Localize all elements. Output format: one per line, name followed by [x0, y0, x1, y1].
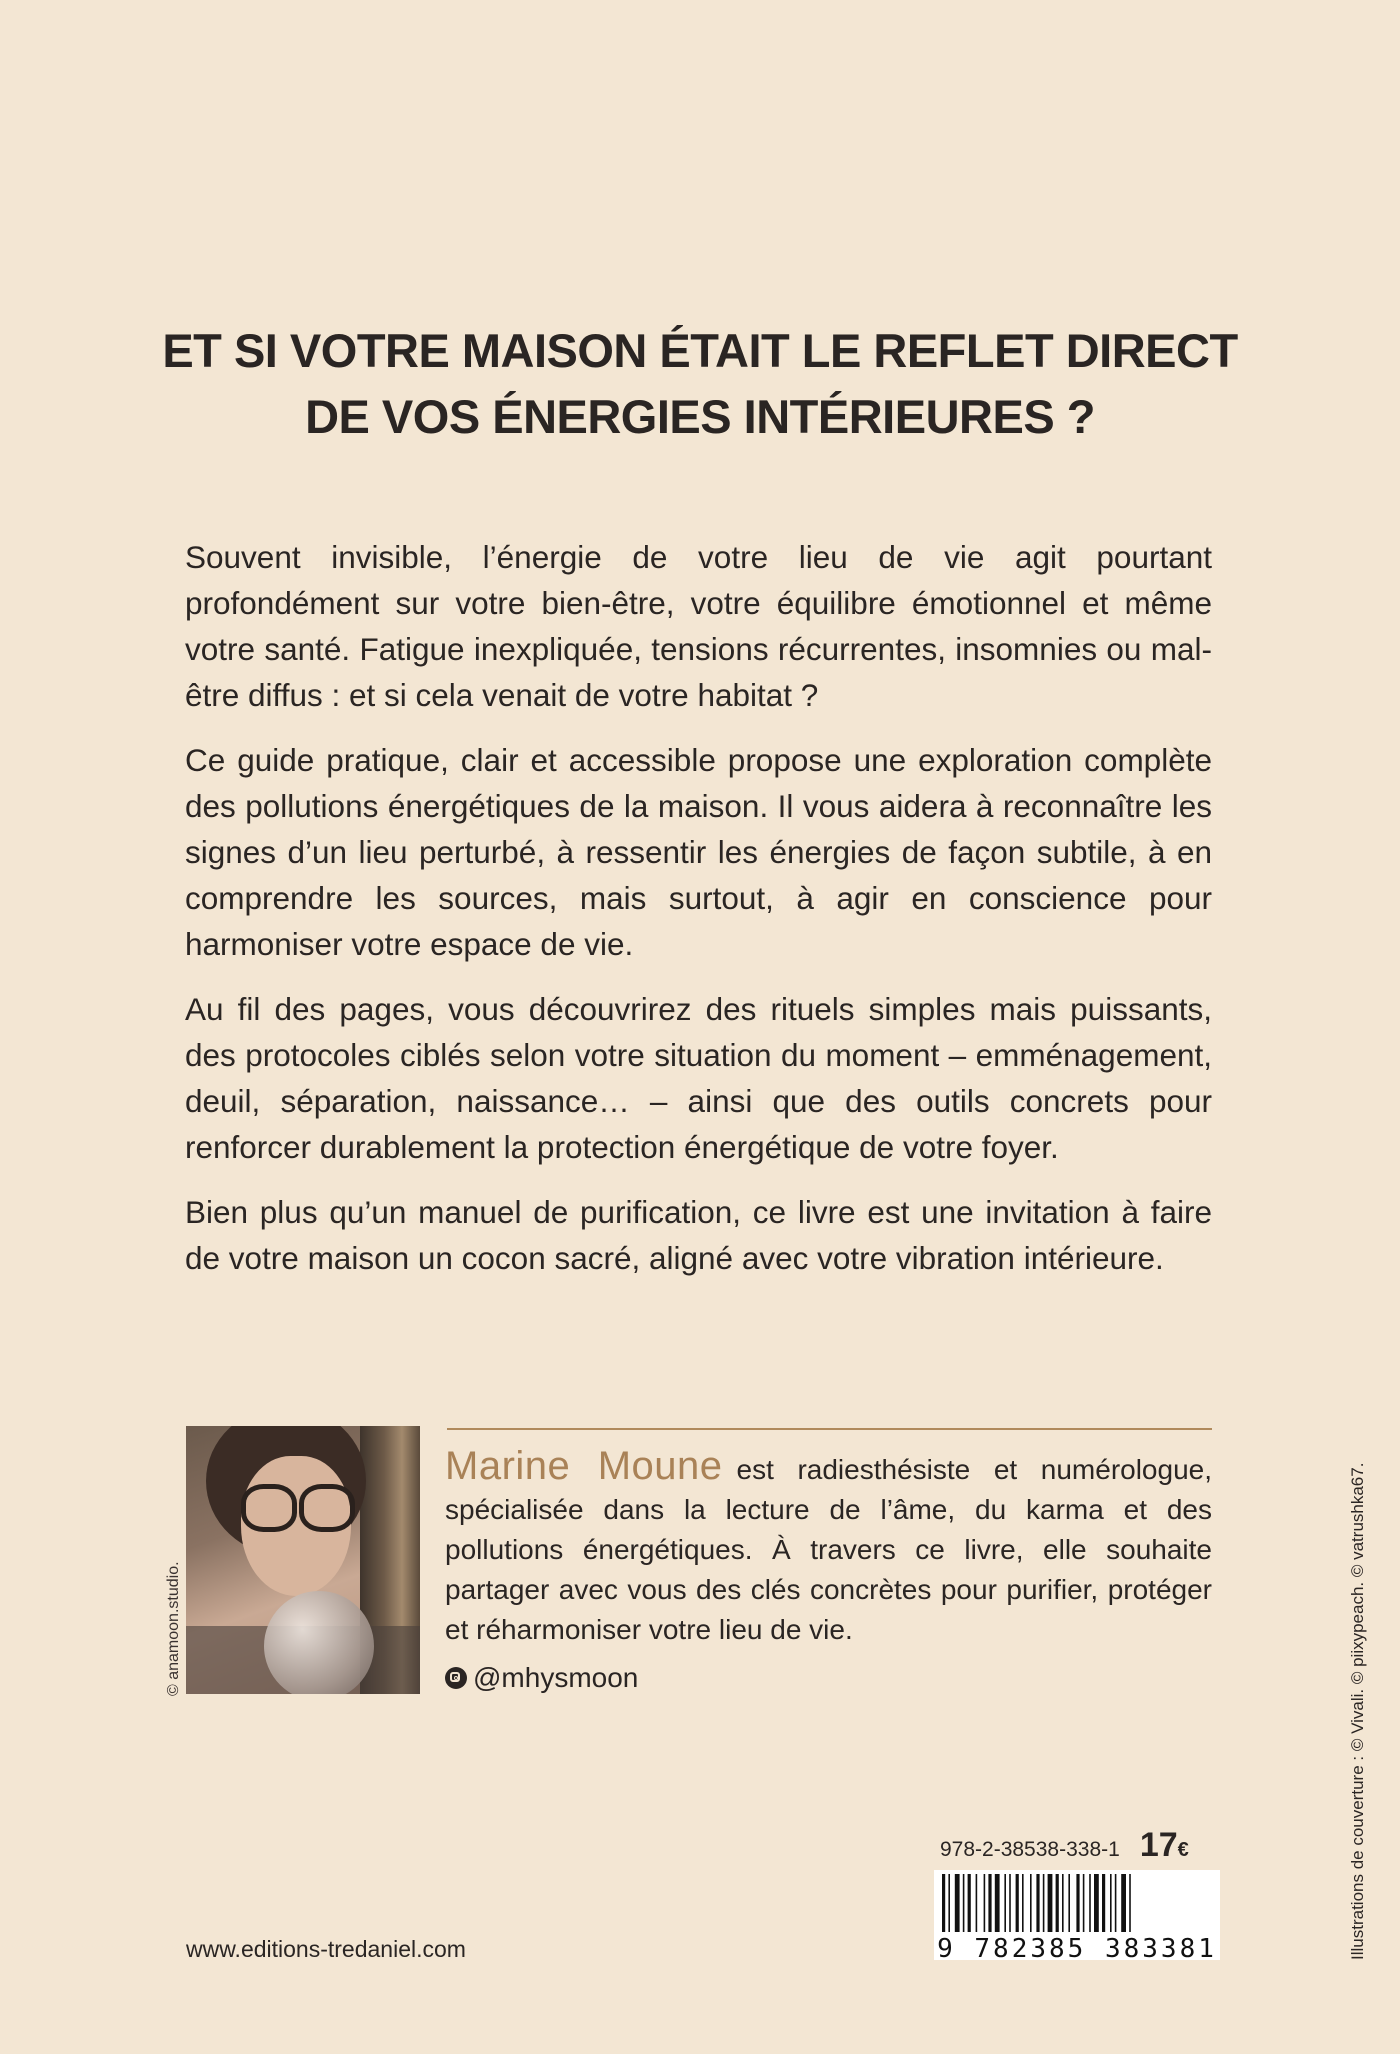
publisher-website[interactable]: www.editions-tredaniel.com [186, 1936, 466, 1962]
cover-credits: Illustrations de couverture : © Vivali. © piixypeach. © vatrushka67. [1348, 1462, 1367, 1960]
isbn: 978-2-38538-338-1 [940, 1838, 1120, 1861]
barcode-digits: 9 782385 383381 [937, 1934, 1217, 1964]
instagram-icon [445, 1667, 467, 1689]
headline [150, 318, 1250, 450]
photo-credit: © anamoon.studio. [165, 1561, 182, 1696]
isbn-price [940, 1826, 1189, 1865]
blurb [185, 534, 1212, 1300]
blurb-paragraph-2: Ce guide pratique, clair et accessible propose une exploration complète des pollutions énergétiques de la maison. Il vous aidera à reconnaître les signes d’un lieu perturbé, à ressentir les énergies de façon subtile, à en comprendre les sources, mais surtout, à agir en conscience pour harmoniser votre espace de vie. [185, 742, 1212, 962]
headline-line-1: ET SI VOTRE MAISON ÉTAIT LE REFLET DIRECT [162, 324, 1238, 377]
author-name: Marine Moune [445, 1444, 723, 1488]
instagram-handle-text: @mhysmoon [473, 1662, 639, 1693]
author-divider [447, 1428, 1212, 1430]
instagram-handle[interactable] [445, 1662, 638, 1694]
author-photo [186, 1426, 420, 1694]
author-bio-text: est radiesthésiste et numérologue, spécialisée dans la lecture de l’âme, du karma et des pollutions énergétiques. À travers ce livre, elle souhaite partager avec vous des clés concrètes pour purifier, protéger et réharmoniser votre lieu de vie. [445, 1454, 1213, 1645]
blurb-paragraph-1: Souvent invisible, l’énergie de votre lieu de vie agit pourtant profondément sur votre bien-être, votre équilibre émotionnel et même votre santé. Fatigue inexpliquée, tensions récurrentes, insomnies ou mal-être diffus : et si cela venait de votre habitat ? [185, 539, 1212, 713]
blurb-paragraph-3: Au fil des pages, vous découvrirez des rituels simples mais puissants, des protocoles ciblés selon votre situation du moment – emménagement, deuil, séparation, naissance… – ainsi que des outils concrets pour renforcer durablement la protection énergétique de votre foyer. [185, 991, 1212, 1165]
headline-line-2: DE VOS ÉNERGIES INTÉRIEURES ? [305, 390, 1095, 443]
price [1140, 1826, 1189, 1865]
price-currency: € [1177, 1839, 1189, 1861]
price-value: 17 [1139, 1826, 1178, 1864]
blurb-paragraph-4: Bien plus qu’un manuel de purification, ce livre est une invitation à faire de votre maison un cocon sacré, aligné avec votre vibration intérieure. [185, 1194, 1212, 1276]
author-bio [445, 1446, 1212, 1650]
barcode-bars [934, 1870, 1220, 1934]
